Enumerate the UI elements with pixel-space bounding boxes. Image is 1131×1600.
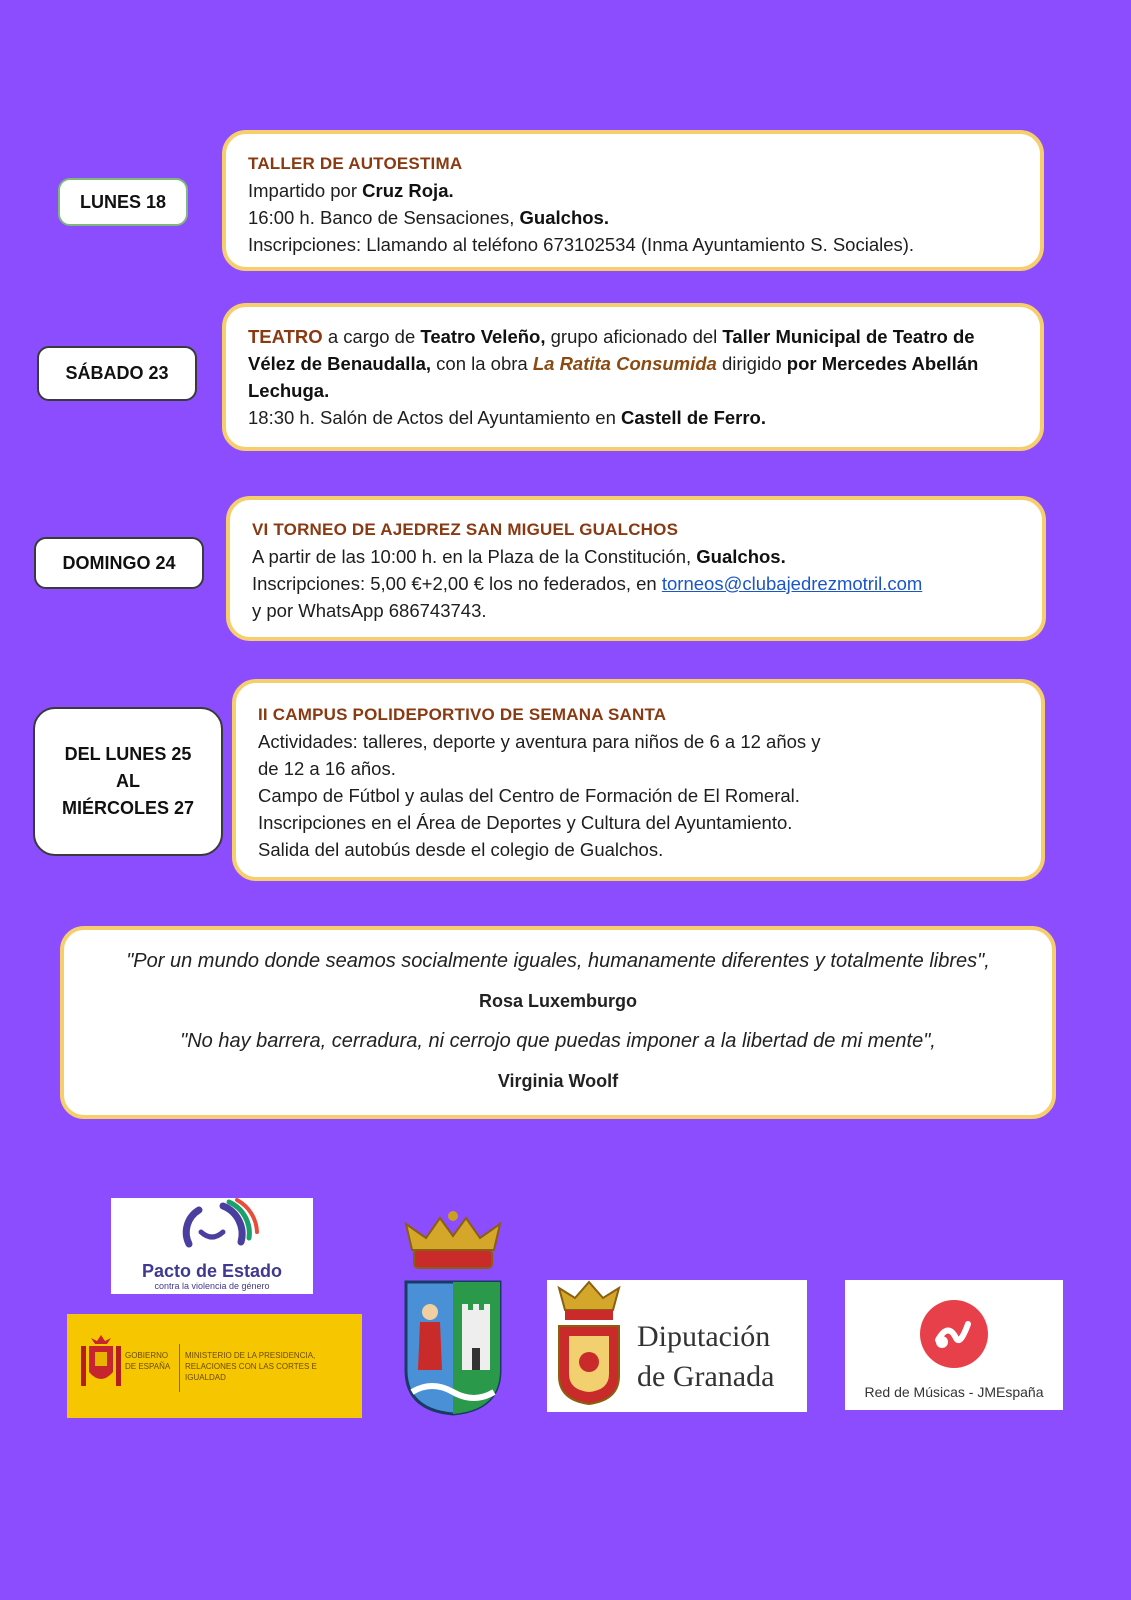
event-title: VI TORNEO DE AJEDREZ SAN MIGUEL GUALCHOS — [252, 520, 679, 539]
gobierno-label: GOBIERNO DE ESPAÑA — [125, 1351, 171, 1371]
divider — [179, 1344, 180, 1392]
date-label: DOMINGO 24 — [62, 552, 176, 573]
event-line: Salida del autobús desde el colegio de Gualchos. — [258, 839, 664, 860]
email-link[interactable]: torneos@clubajedrezmotril.com — [661, 573, 923, 594]
pacto-de-estado-logo — [111, 1198, 313, 1294]
diputacion-granada-logo — [547, 1280, 807, 1412]
event-line: 18:30 h. Salón de Actos del Ayuntamiento en Castell de Ferro. — [248, 407, 766, 428]
red-musicas-label: Red de Músicas - JMEspaña — [864, 1384, 1044, 1400]
diputacion-coat-of-arms-icon — [551, 1280, 627, 1412]
event-line: Inscripciones: 5,00 €+2,00 € los no federados, en torneos@clubajedrezmotril.com — [252, 573, 923, 594]
event-line: Inscripciones en el Área de Deportes y Cultura del Ayuntamiento. — [258, 812, 793, 833]
date-badge-domingo-24 — [34, 537, 204, 589]
event-card-torneo-ajedrez — [226, 496, 1046, 641]
event-card-campus-polideportivo — [232, 679, 1045, 881]
date-label: SÁBADO 23 — [65, 363, 169, 383]
gualchos-coat-of-arms — [402, 1210, 504, 1418]
red-musicas-logo — [845, 1280, 1063, 1410]
event-line: A partir de las 10:00 h. en la Plaza de la Constitución, Gualchos. — [252, 546, 786, 567]
event-line: de 12 a 16 años. — [258, 758, 396, 779]
gobierno-espana-logo — [67, 1314, 362, 1418]
spain-coat-of-arms-icon — [77, 1332, 125, 1398]
pacto-smile-icon — [111, 1198, 313, 1260]
event-line: Impartido por Cruz Roja. — [248, 180, 454, 201]
ministerio-label: MINISTERIO DE LA PRESIDENCIA, RELACIONES CON LAS CORTES E IGUALDAD — [185, 1351, 317, 1382]
date-badge-lunes-25-miercoles-27 — [33, 707, 223, 856]
event-title: TALLER DE AUTOESTIMA — [248, 154, 463, 173]
shield-icon — [402, 1210, 504, 1418]
diputacion-label-line2: de Granada — [637, 1360, 775, 1393]
event-line: Actividades: talleres, deporte y aventura para niños de 6 a 12 años y — [258, 731, 821, 752]
quote-author: Virginia Woolf — [497, 1071, 619, 1091]
diputacion-label-line1: Diputación — [637, 1320, 771, 1353]
date-label: LUNES 18 — [79, 191, 167, 212]
music-note-icon — [914, 1294, 994, 1374]
date-label-line3: MIÉRCOLES 27 — [61, 798, 195, 818]
date-label-line1: DEL LUNES 25 — [64, 744, 192, 764]
date-badge-sabado-23 — [37, 346, 197, 401]
event-line: 16:00 h. Banco de Sensaciones, Gualchos. — [248, 207, 609, 228]
quote-text: "No hay barrera, cerradura, ni cerrojo que puedas imponer a la libertad de mi mente", — [180, 1030, 936, 1052]
quote-text: "Por un mundo donde seamos socialmente iguales, humanamente diferentes y totalmente libres", — [126, 950, 990, 972]
date-label-line2: AL — [116, 771, 140, 791]
date-badge-lunes-18 — [58, 178, 188, 226]
event-line: y por WhatsApp 686743743. — [252, 600, 487, 621]
event-line: Inscripciones: Llamando al teléfono 673102534 (Inma Ayuntamiento S. Sociales). — [248, 234, 915, 255]
quotes-box — [60, 926, 1056, 1119]
event-title: II CAMPUS POLIDEPORTIVO DE SEMANA SANTA — [258, 705, 667, 724]
event-card-taller-autoestima — [222, 130, 1044, 271]
event-line: Campo de Fútbol y aulas del Centro de Formación de El Romeral. — [258, 785, 800, 806]
event-description: TEATRO a cargo de Teatro Veleño, grupo aficionado del Taller Municipal de Teatro de Vélez de Benaudalla, con la obra La Ratita Consumida dirigido por Mercedes Abellán Lechuga. — [248, 326, 979, 401]
quote-author: Rosa Luxemburgo — [478, 991, 638, 1011]
pacto-title: Pacto de Estado — [141, 1261, 283, 1281]
event-card-teatro — [222, 303, 1044, 451]
pacto-subtitle: contra la violencia de género — [154, 1281, 270, 1291]
